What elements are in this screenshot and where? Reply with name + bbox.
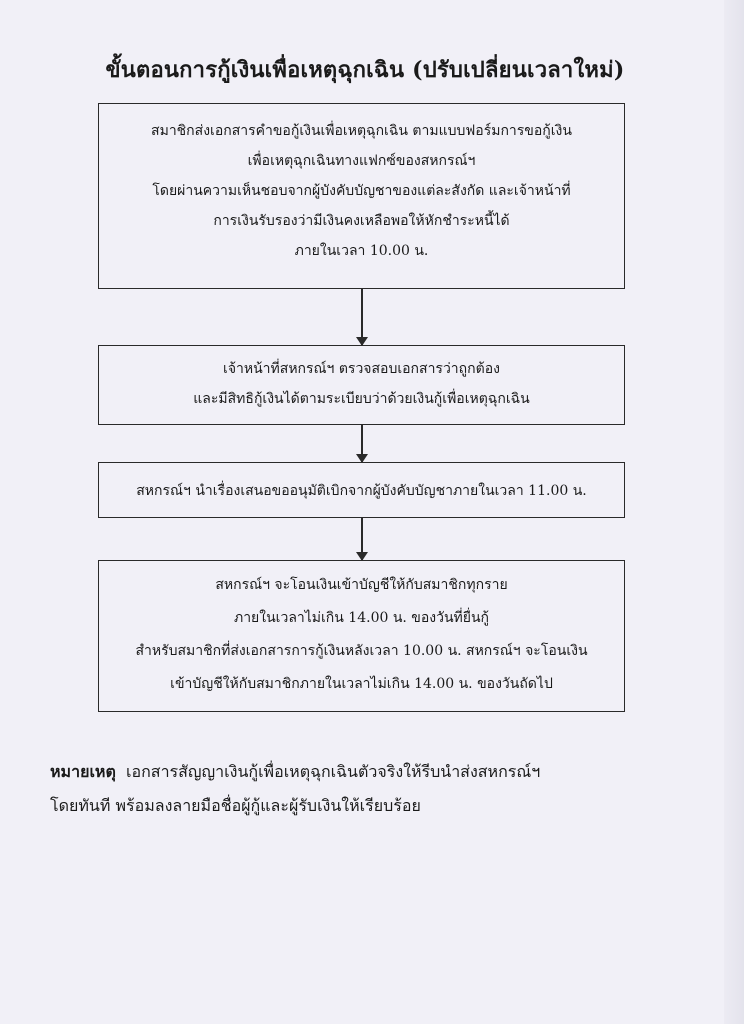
flow-arrow-down bbox=[361, 289, 363, 345]
flow-arrow-down bbox=[361, 425, 363, 462]
page-edge-shadow bbox=[724, 0, 744, 1024]
flow-arrow-down bbox=[361, 518, 363, 560]
step-2-line-1: เจ้าหน้าที่สหกรณ์ฯ ตรวจสอบเอกสารว่าถูกต้อง bbox=[223, 361, 500, 377]
remark-label: หมายเหตุ bbox=[50, 762, 116, 781]
step-4-line-4: เข้าบัญชีให้กับสมาชิกภายในเวลาไม่เกิน 14.00 น. ของวันถัดไป bbox=[170, 676, 553, 692]
step-1-line-1: สมาชิกส่งเอกสารคำขอกู้เงินเพื่อเหตุฉุกเฉิน ตามแบบฟอร์มการขอกู้เงิน bbox=[151, 123, 572, 139]
step-1-line-3: โดยผ่านความเห็นชอบจากผู้บังคับบัญชาของแต่ละสังกัด และเจ้าหน้าที่ bbox=[152, 183, 571, 199]
step-4-line-3: สำหรับสมาชิกที่ส่งเอกสารการกู้เงินหลังเวลา 10.00 น. สหกรณ์ฯ จะโอนเงิน bbox=[135, 643, 588, 659]
flow-step-request-approval bbox=[98, 462, 625, 518]
flow-step-verify-documents bbox=[98, 345, 625, 425]
step-4-line-1: สหกรณ์ฯ จะโอนเงินเข้าบัญชีให้กับสมาชิกทุกราย bbox=[215, 577, 508, 593]
page-title: ขั้นตอนการกู้เงินเพื่อเหตุฉุกเฉิน (ปรับเปลี่ยนเวลาใหม่) bbox=[105, 57, 625, 83]
step-2-line-2: และมีสิทธิกู้เงินได้ตามระเบียบว่าด้วยเงินกู้เพื่อเหตุฉุกเฉิน bbox=[193, 391, 530, 407]
step-1-line-2: เพื่อเหตุฉุกเฉินทางแฟกซ์ของสหกรณ์ฯ bbox=[247, 153, 476, 169]
step-3-line-1: สหกรณ์ฯ นำเรื่องเสนอขออนุมัติเบิกจากผู้บังคับบัญชาภายในเวลา 11.00 น. bbox=[136, 483, 587, 499]
remark-line-2 bbox=[50, 794, 421, 819]
step-4-line-2: ภายในเวลาไม่เกิน 14.00 น. ของวันที่ยื่นกู้ bbox=[233, 610, 490, 626]
remark-text-1: เอกสารสัญญาเงินกู้เพื่อเหตุฉุกเฉินตัวจริงให้รีบนำส่งสหกรณ์ฯ bbox=[115, 762, 541, 781]
remark-text-2: โดยทันที พร้อมลงลายมือชื่อผู้กู้และผู้รับเงินให้เรียบร้อย bbox=[50, 796, 421, 815]
step-1-line-5: ภายในเวลา 10.00 น. bbox=[294, 243, 429, 259]
step-1-line-4: การเงินรับรองว่ามีเงินคงเหลือพอให้หักชำระหนี้ได้ bbox=[213, 213, 510, 229]
remark-line-1 bbox=[50, 760, 540, 785]
flow-step-submit-request bbox=[98, 103, 625, 289]
flow-step-transfer-funds bbox=[98, 560, 625, 712]
